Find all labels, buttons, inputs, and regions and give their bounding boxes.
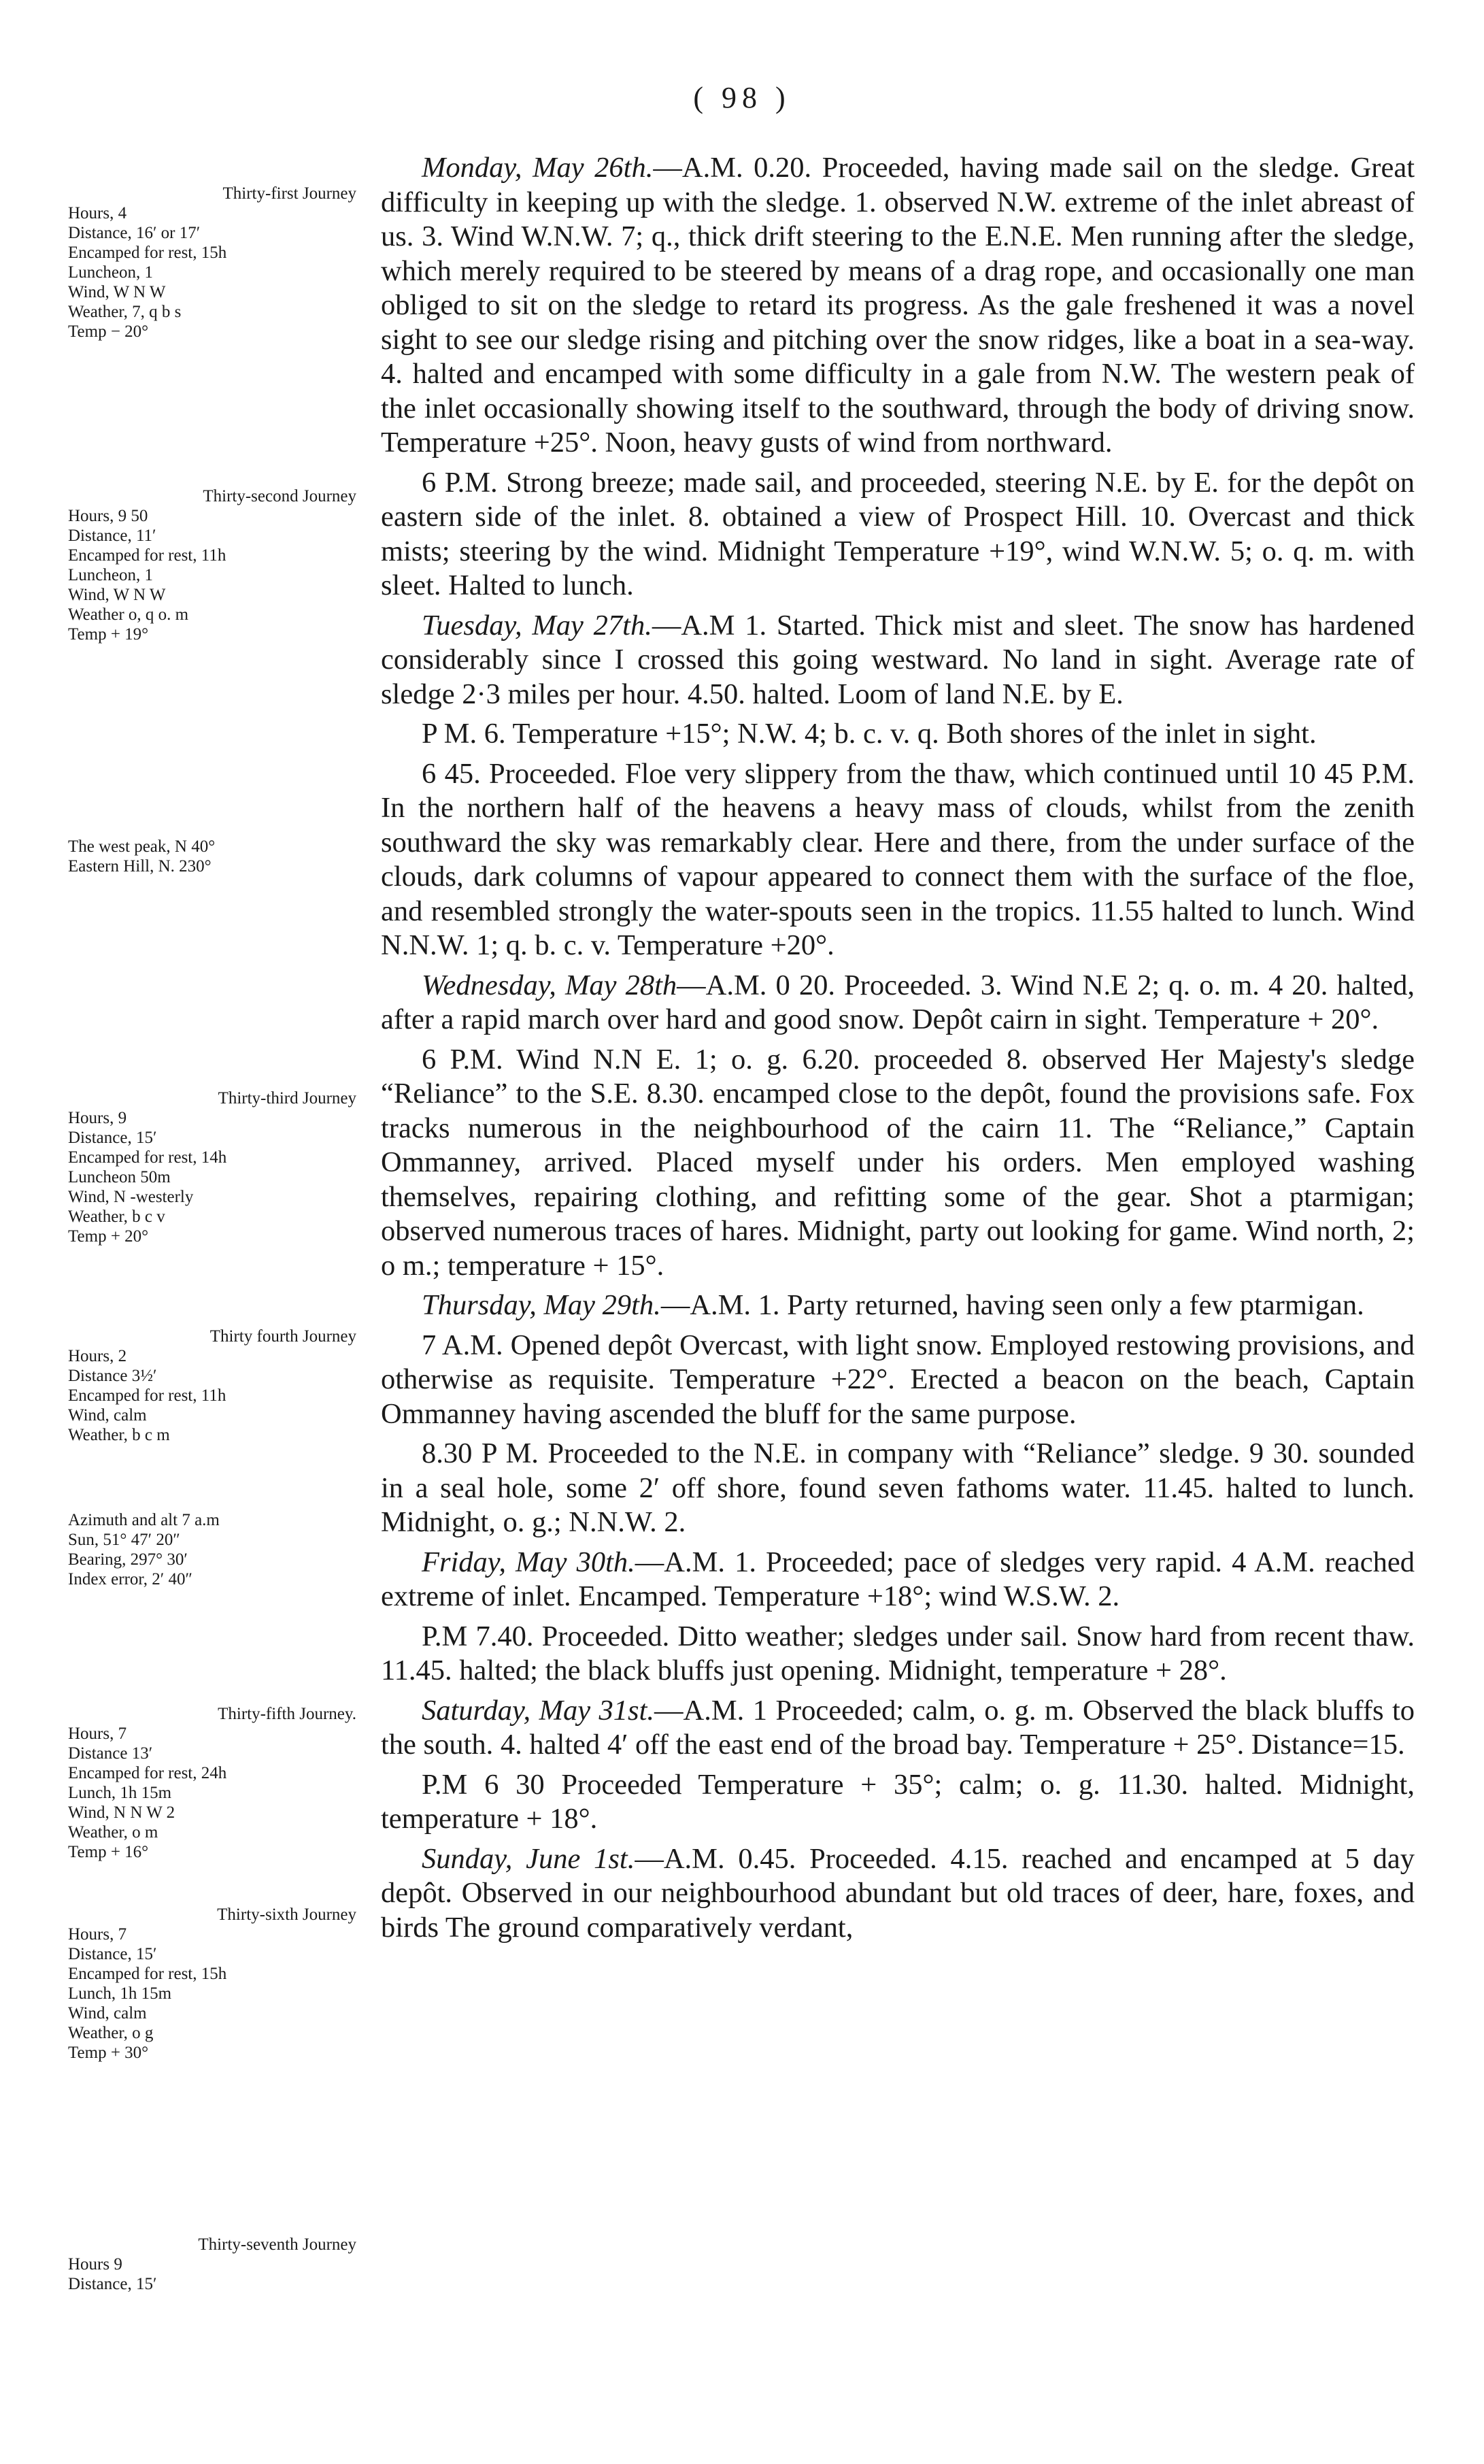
journal-entry <box>381 969 1415 1037</box>
note-heading: Thirty-second Journey <box>203 487 356 505</box>
note-heading: Thirty-first Journey <box>222 184 356 203</box>
margin-note-azimuth <box>68 1510 360 1589</box>
note-line: Hours, 4 <box>68 204 127 222</box>
journal-entry <box>381 609 1415 712</box>
note-line: Distance 13′ <box>68 1744 153 1763</box>
note-line: Temp + 30° <box>68 2044 149 2062</box>
entry-text: —A.M. 1 Proceeded; calm, o. g. m. Observed the black bluffs to the south. 4. halted 4′ off the east end of the broad bay. Temperature + 25°. Distance=15. <box>381 1694 1415 1761</box>
note-line: Lunch, 1h 15m <box>68 1784 172 1802</box>
note-line: Encamped for rest, 15h <box>68 1965 227 1983</box>
entry-day: Saturday, May 31st. <box>422 1694 655 1727</box>
margin-note-journey-35 <box>68 1704 360 1862</box>
note-line: Encamped for rest, 15h <box>68 244 227 262</box>
journal-entry <box>381 1329 1415 1432</box>
journal-body <box>381 151 1415 1950</box>
note-line: Luncheon, 1 <box>68 566 153 584</box>
note-line: Hours 9 <box>68 2255 122 2274</box>
note-line: Luncheon 50m <box>68 1168 171 1186</box>
entry-day: Sunday, June 1st. <box>422 1842 635 1875</box>
note-line: Sun, 51° 47′ 20″ <box>68 1531 180 1549</box>
entry-text: —A.M. 1. Party returned, having seen only a few ptarmigan. <box>660 1289 1364 1321</box>
entry-text: 6 P.M. Strong breeze; made sail, and proceeded, steering N.E. by E. for the depôt on eastern side of the inlet. 8. obtained a view of Prospect Hill. 10. Overcast and thick mists; steering by the wind. Midnight Temperature +19°, wind W.N.W. 5; o. q. m. with sleet. Halted to lunch. <box>381 466 1415 601</box>
journal-entry <box>381 1288 1415 1323</box>
note-line: Wind, W N W <box>68 586 166 604</box>
entry-day: Friday, May 30th. <box>422 1546 635 1578</box>
note-line: Encamped for rest, 11h <box>68 546 226 565</box>
note-line: Hours, 2 <box>68 1347 127 1365</box>
note-line: Luncheon, 1 <box>68 263 153 282</box>
entry-day: Monday, May 26th. <box>422 152 654 184</box>
entry-text: P.M 7.40. Proceeded. Ditto weather; sledges under sail. Snow hard from recent thaw. 11.45. halted; the black bluffs just opening. Midnight, temperature + 28°. <box>381 1620 1415 1686</box>
entry-text: —A.M. 1. Proceeded; pace of sledges very rapid. 4 A.M. reached extreme of inlet. Encamped. Temperature +18°; wind W.S.W. 2. <box>381 1546 1415 1612</box>
journal-entry <box>381 1842 1415 1946</box>
note-heading: Thirty fourth Journey <box>209 1327 356 1346</box>
note-line: Weather, b c v <box>68 1208 165 1226</box>
note-line: Hours, 9 <box>68 1109 127 1127</box>
note-line: Weather, o g <box>68 2024 154 2042</box>
note-line: Hours, 7 <box>68 1925 127 1944</box>
journal-entry <box>381 1043 1415 1284</box>
entry-day: Tuesday, May 27th. <box>422 609 652 642</box>
entry-text: P M. 6. Temperature +15°; N.W. 4; b. c. v. q. Both shores of the inlet in sight. <box>422 718 1317 750</box>
note-line: Weather, b c m <box>68 1426 170 1444</box>
note-line: Hours, 7 <box>68 1725 127 1743</box>
journal-entry <box>381 1694 1415 1763</box>
note-line: Encamped for rest, 14h <box>68 1148 227 1167</box>
journal-entry <box>381 151 1415 461</box>
entry-text: —A.M. 0 20. Proceeded. 3. Wind N.E 2; q. o. m. 4 20. halted, after a rapid march over hard and good snow. Depôt cairn in sight. Temperature + 20°. <box>381 969 1415 1035</box>
entry-text: —A.M 1. Started. Thick mist and sleet. The snow has hardened considerably since I crossed this going westward. No land in sight. Average rate of sledge 2·3 miles per hour. 4.50. halted. Loom of land N.E. by E. <box>381 609 1415 710</box>
journal-entry <box>381 466 1415 603</box>
margin-note-journey-33 <box>68 1088 360 1246</box>
margin-note-journey-34 <box>68 1327 360 1445</box>
entry-text: 7 A.M. Opened depôt Overcast, with light snow. Employed restowing provisions, and otherwise as requisite. Temperature +22°. Erected a beacon on the beach, Captain Ommanney having ascended the bluff for the same purpose. <box>381 1329 1415 1430</box>
journal-entry <box>381 1768 1415 1837</box>
journal-entry <box>381 1437 1415 1540</box>
note-line: Distance, 11′ <box>68 527 156 545</box>
note-line: Weather, o m <box>68 1823 158 1842</box>
entry-text: —A.M. 0.20. Proceeded, having made sail on the sledge. Great difficulty in keeping up with the sledge. 1. observed N.W. extreme of the inlet abreast of us. 3. Wind W.N.W. 7; q., thick drift steering to the E.N.E. Men running after the sledge, which merely required to be steered by means of a drag rope, and occasionally one man obliged to sit on the sledge to retard its progress. As the gale freshened it was a novel sight to see our sledge rising and pitching over the snow ridges, like a boat in a sea-way. 4. halted and encamped with some difficulty in a gale from N.W. The western peak of the inlet occasionally showing itself to the southward, through the body of driving snow. Temperature +25°. Noon, heavy gusts of wind from northward. <box>381 152 1415 459</box>
note-line: Hours, 9 50 <box>68 507 148 525</box>
note-line: Wind, N -westerly <box>68 1188 194 1206</box>
note-line: Distance, 15′ <box>68 1945 157 1963</box>
note-line: Wind, N N W 2 <box>68 1803 175 1822</box>
margin-note-journey-32 <box>68 486 360 644</box>
note-line: Weather o, q o. m <box>68 605 189 624</box>
note-heading: Thirty-third Journey <box>218 1089 356 1108</box>
note-line: Distance 3½′ <box>68 1367 157 1385</box>
entry-day: Thursday, May 29th. <box>422 1289 661 1321</box>
note-line: Distance, 16′ or 17′ <box>68 224 201 242</box>
note-heading: Thirty-fifth Journey. <box>218 1705 356 1723</box>
note-line: Temp + 20° <box>68 1227 149 1246</box>
margin-note-bearings <box>68 837 360 876</box>
note-line: Distance, 15′ <box>68 2275 157 2293</box>
note-line: The west peak, N 40° <box>68 837 216 856</box>
page-number: ( 98 ) <box>693 81 791 114</box>
journal-entry <box>381 757 1415 963</box>
note-line: Azimuth and alt 7 a.m <box>68 1511 220 1529</box>
note-line: Lunch, 1h 15m <box>68 1984 172 2003</box>
journal-entry <box>381 717 1415 752</box>
entry-text: P.M 6 30 Proceeded Temperature + 35°; calm; o. g. 11.30. halted. Midnight, temperature + 18°. <box>381 1768 1415 1835</box>
margin-note-journey-37 <box>68 2235 360 2294</box>
note-heading: Thirty-seventh Journey <box>198 2235 356 2254</box>
note-line: Bearing, 297° 30′ <box>68 1550 188 1569</box>
note-line: Wind, W N W <box>68 283 166 301</box>
note-line: Wind, calm <box>68 1406 147 1425</box>
note-line: Eastern Hill, N. 230° <box>68 857 212 876</box>
entry-day: Wednesday, May 28th <box>422 969 677 1001</box>
margin-note-journey-36 <box>68 1905 360 2063</box>
journal-entry <box>381 1546 1415 1614</box>
note-heading: Thirty-sixth Journey <box>217 1905 356 1924</box>
note-line: Encamped for rest, 24h <box>68 1764 227 1782</box>
entry-text: 6 P.M. Wind N.N E. 1; o. g. 6.20. proceeded 8. observed Her Majesty's sledge “Reliance” to the S.E. 8.30. encamped close to the depôt, found the provisions safe. Fox tracks numerous in the neighbourhood of the cairn 11. The “Reliance,” Captain Ommanney, arrived. Placed myself under his orders. Men employed washing themselves, repairing clothing, and refitting some of the gear. Shot a ptarmigan; observed numerous traces of hares. Midnight, party out looking for game. Wind north, 2; o m.; temperature + 15°. <box>381 1043 1415 1282</box>
journal-entry <box>381 1620 1415 1688</box>
margin-note-journey-31 <box>68 184 360 342</box>
note-line: Temp + 16° <box>68 1843 149 1861</box>
entry-text: 6 45. Proceeded. Floe very slippery from the thaw, which continued until 10 45 P.M. In the northern half of the heavens a heavy mass of clouds, whilst from the zenith southward the sky was remarkably clear. Here and there, from the under surface of the clouds, dark columns of vapour appeared to connect them with the surface of the floe, and resembled strongly the water-spouts seen in the tropics. 11.55 halted to lunch. Wind N.N.W. 1; q. b. c. v. Temperature +20°. <box>381 757 1415 961</box>
note-line: Temp + 19° <box>68 625 149 644</box>
note-line: Index error, 2′ 40″ <box>68 1570 192 1588</box>
note-line: Distance, 15′ <box>68 1129 157 1147</box>
entry-text: 8.30 P M. Proceeded to the N.E. in company with “Reliance” sledge. 9 30. sounded in a seal hole, some 2′ off shore, found seven fathoms water. 11.45. halted to lunch. Midnight, o. g.; N.N.W. 2. <box>381 1437 1415 1538</box>
note-line: Weather, 7, q b s <box>68 303 182 321</box>
note-line: Temp − 20° <box>68 322 149 341</box>
note-line: Encamped for rest, 11h <box>68 1386 226 1405</box>
note-line: Wind, calm <box>68 2004 147 2022</box>
entry-text: —A.M. 0.45. Proceeded. 4.15. reached and encamped at 5 day depôt. Observed in our neighbourhood abundant but old traces of deer, hare, foxes, and birds The ground comparatively verdant, <box>381 1842 1415 1944</box>
